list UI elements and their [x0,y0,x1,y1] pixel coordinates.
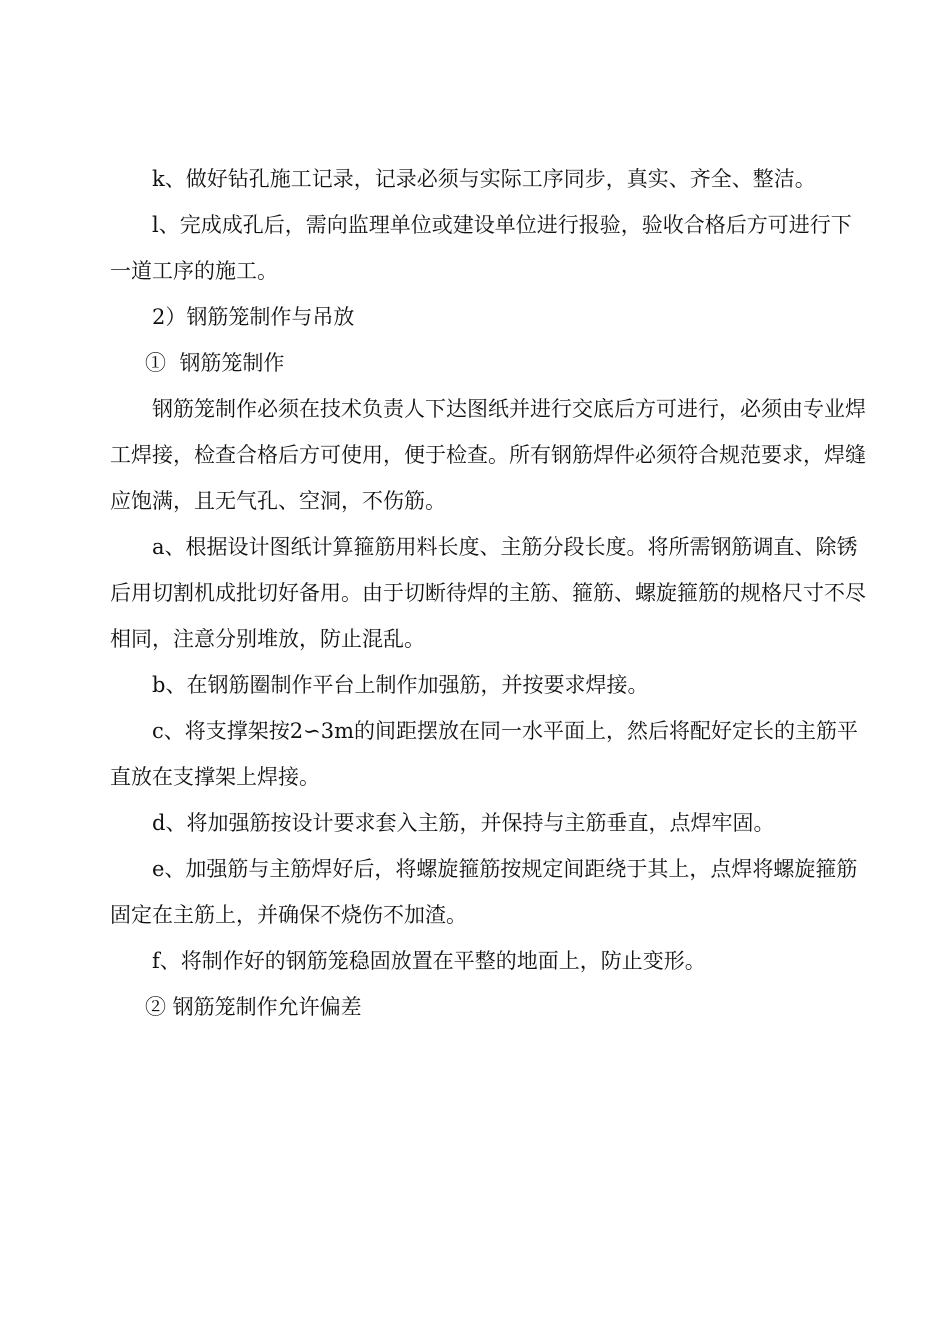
paragraph-e: e、加强筋与主筋焊好后，将螺旋箍筋按规定间距绕于其上，点焊将螺旋箍筋固定在主筋上，并确保不烧伤不加渣。 [110,857,858,927]
paragraph-f: f、将制作好的钢筋笼稳固放置在平整的地面上，防止变形。 [152,949,706,973]
paragraph-a: a、根据设计图纸计算箍筋用料长度、主筋分段长度。将所需钢筋调直、除锈后用切割机成批切好备用。由于切断待焊的主筋、箍筋、螺旋箍筋的规格尺寸不尽相同，注意分别堆放，防止混乱。 [110,535,866,651]
paragraph-d: d、将加强筋按设计要求套入主筋，并保持与主筋垂直，点焊牢固。 [152,811,775,835]
paragraph-k: k、做好钻孔施工记录，记录必须与实际工序同步，真实、齐全、整洁。 [152,167,816,191]
subsection-heading-fabrication: ① 钢筋笼制作 [145,351,285,375]
paragraph-b: b、在钢筋圈制作平台上制作加强筋，并按要求焊接。 [152,673,649,697]
subsection-heading-tolerance: ② 钢筋笼制作允许偏差 [145,995,362,1019]
paragraph-fabrication-requirements: 钢筋笼制作必须在技术负责人下达图纸并进行交底后方可进行，必须由专业焊工焊接，检查合格后方可使用，便于检查。所有钢筋焊件必须符合规范要求，焊缝应饱满，且无气孔、空洞，不伤筋。 [110,397,866,513]
paragraph-c: c、将支撑架按2∽3m的间距摆放在同一水平面上，然后将配好定长的主筋平直放在支撑架上焊接。 [110,719,858,789]
section-heading-rebar-cage: 2）钢筋笼制作与吊放 [152,305,355,329]
paragraph-l: l、完成成孔后，需向监理单位或建设单位进行报验，验收合格后方可进行下一道工序的施工。 [110,213,852,283]
document-body [110,156,870,1030]
